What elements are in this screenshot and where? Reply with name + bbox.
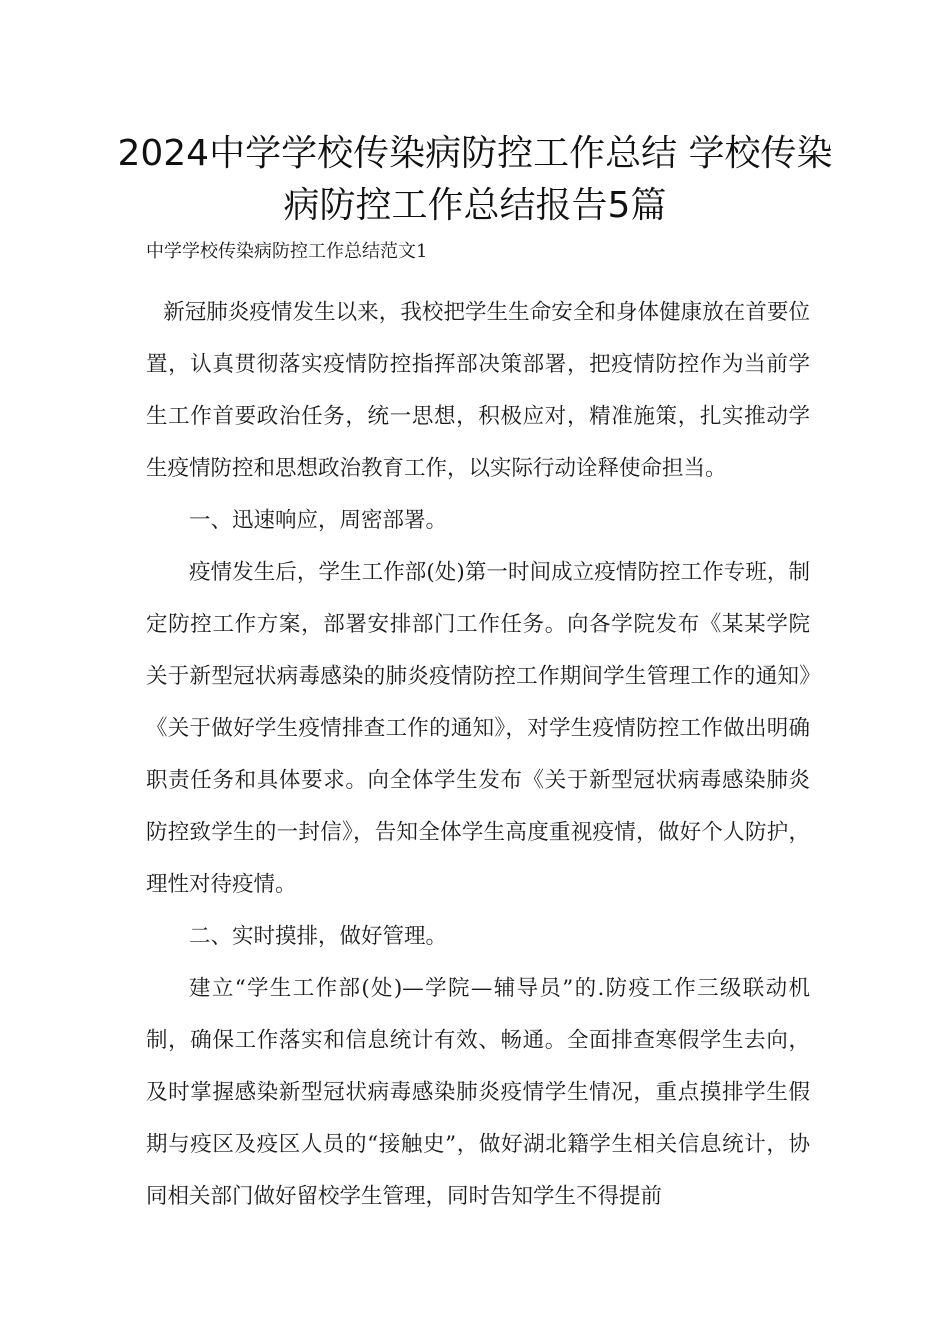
paragraph-intro: 新冠肺炎疫情发生以来，我校把学生生命安全和身体健康放在首要位置，认真贯彻落实疫情防控指挥部决策部署，把疫情防控作为当前学生工作首要政治任务，统一思想，积极应对，精准施策，扎实推动学生疫情防控和思想政治教育工作，以实际行动诠释使命担当。 xyxy=(146,300,810,481)
document-subtitle: 中学学校传染病防控工作总结范文1 xyxy=(146,241,428,262)
paragraph-section-1: 疫情发生后，学生工作部(处)第一时间成立疫情防控工作专班，制定防控工作方案，部署安排部门工作任务。向各学院发布《某某学院关于新型冠状病毒感染的肺炎疫情防控工作期间学生管理工作的通知》《关于做好学生疫情排查工作的通知》，对学生疫情防控工作做出明确职责任务和具体要求。向全体学生发布《关于新型冠状病毒感染肺炎防控致学生的一封信》，告知全体学生高度重视疫情，做好个人防护，理性对待疫情。 xyxy=(146,560,810,897)
section-heading-2: 二、实时摸排，做好管理。 xyxy=(189,924,448,949)
paragraph-section-2: 建立“学生工作部(处)—学院—辅导员”的.防疫工作三级联动机制，确保工作落实和信息统计有效、畅通。全面排查寒假学生去向，及时掌握感染新型冠状病毒感染肺炎疫情学生情况，重点摸排学生假期与疫区及疫区人员的“接触史”，做好湖北籍学生相关信息统计，协同相关部门做好留校学生管理，同时告知学生不得提前 xyxy=(146,976,810,1209)
section-heading-1: 一、迅速响应，周密部署。 xyxy=(189,508,448,533)
document-body xyxy=(146,287,810,1223)
document-title: 2024中学学校传染病防控工作总结 学校传染病防控工作总结报告5篇 xyxy=(117,133,833,226)
